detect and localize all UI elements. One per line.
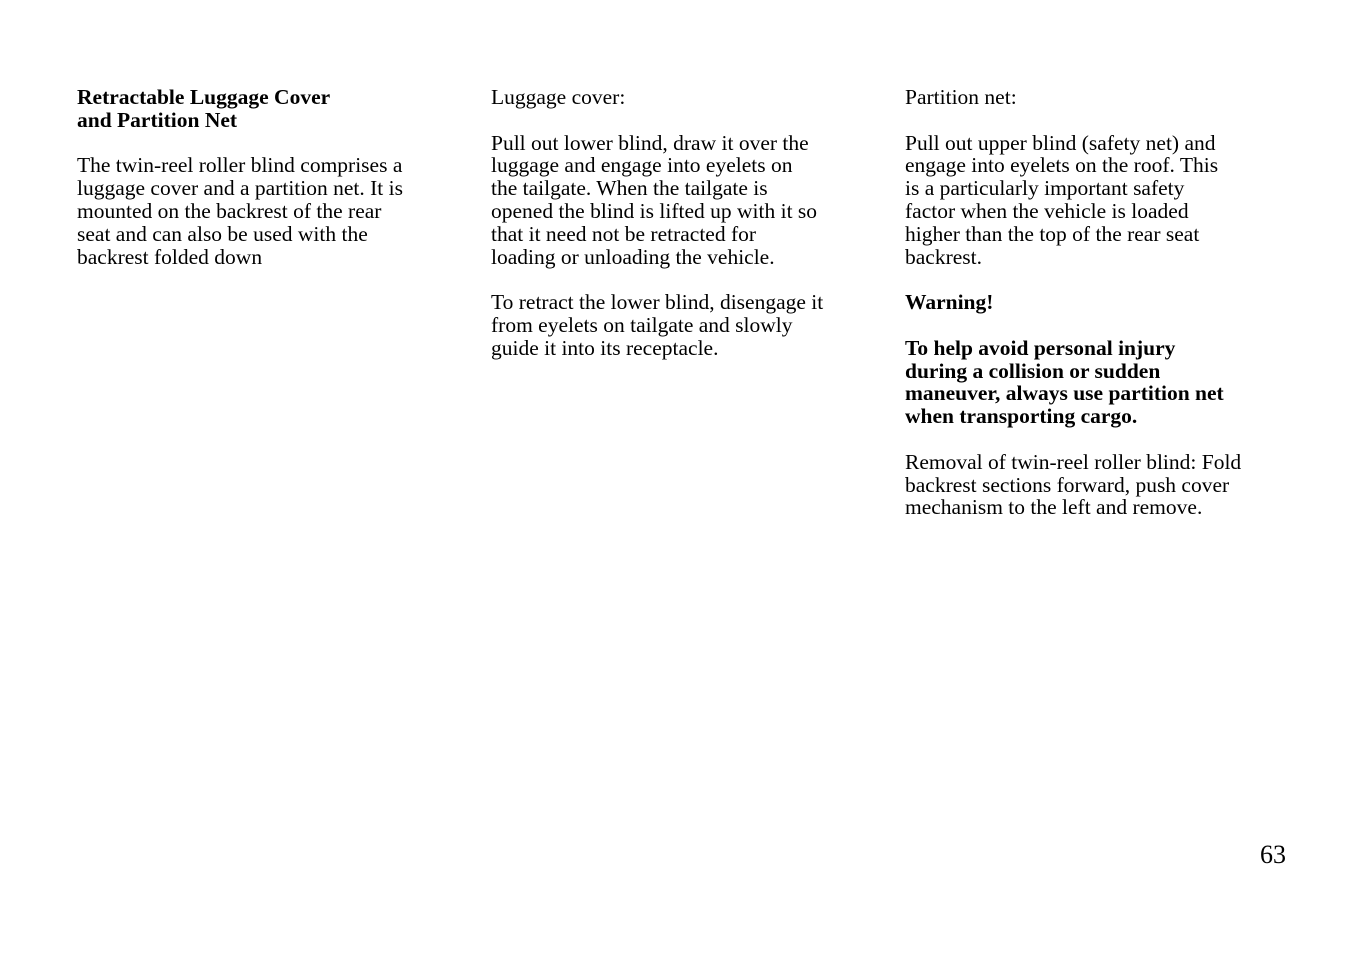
text-line: Pull out lower blind, draw it over the [491, 130, 809, 155]
heading-line: Retractable Luggage Cover [77, 85, 331, 109]
text-line: mounted on the backrest of the rear [77, 198, 382, 223]
text-line: backrest sections forward, push cover [905, 472, 1230, 497]
luggage-cover-label [491, 86, 871, 109]
luggage-cover-paragraph-1 [491, 132, 871, 269]
intro-paragraph [77, 154, 457, 268]
text-line: opened the blind is lifted up with it so [491, 198, 818, 223]
text-line: backrest folded down [77, 244, 263, 269]
text-line: Partition net: [905, 85, 1017, 109]
partition-net-label [905, 86, 1285, 109]
text-line: luggage cover and a partition net. It is [77, 176, 403, 201]
text-line: when transporting cargo. [905, 404, 1138, 429]
text-line: Removal of twin-reel roller blind: Fold [905, 449, 1242, 474]
text-line: luggage and engage into eyelets on [491, 153, 793, 178]
text-line: seat and can also be used with the [77, 221, 368, 246]
warning-title [905, 291, 1285, 314]
text-line: is a particularly important safety [905, 176, 1185, 201]
text-line: the tailgate. When the tailgate is [491, 176, 768, 201]
text-line: guide it into its receptacle. [491, 335, 719, 360]
column-3 [905, 86, 1285, 542]
section-heading [77, 86, 457, 132]
column-1 [77, 86, 457, 291]
text-line: loading or unloading the vehicle. [491, 244, 775, 269]
page-number: 63 [1260, 840, 1286, 869]
heading-line: and Partition Net [77, 107, 238, 132]
partition-net-paragraph-1 [905, 132, 1285, 269]
text-line: To help avoid personal injury [905, 335, 1176, 360]
text-line: The twin-reel roller blind comprises a [77, 153, 403, 178]
text-line: from eyelets on tailgate and slowly [491, 312, 793, 337]
text-line: Luggage cover: [491, 85, 626, 109]
text-line: factor when the vehicle is loaded [905, 198, 1189, 223]
column-2 [491, 86, 871, 382]
text-line: that it need not be retracted for [491, 221, 757, 246]
text-line: Warning! [905, 290, 994, 315]
text-line: backrest. [905, 244, 983, 269]
text-line: higher than the top of the rear seat [905, 221, 1200, 246]
text-line: maneuver, always use partition net [905, 381, 1224, 406]
luggage-cover-paragraph-2 [491, 291, 871, 359]
text-line: engage into eyelets on the roof. This [905, 153, 1219, 178]
text-line: during a collision or sudden [905, 358, 1161, 383]
text-line: To retract the lower blind, disengage it [491, 290, 824, 315]
text-line: mechanism to the left and remove. [905, 495, 1203, 520]
removal-paragraph [905, 451, 1285, 519]
warning-text [905, 337, 1285, 428]
text-line: Pull out upper blind (safety net) and [905, 130, 1216, 155]
